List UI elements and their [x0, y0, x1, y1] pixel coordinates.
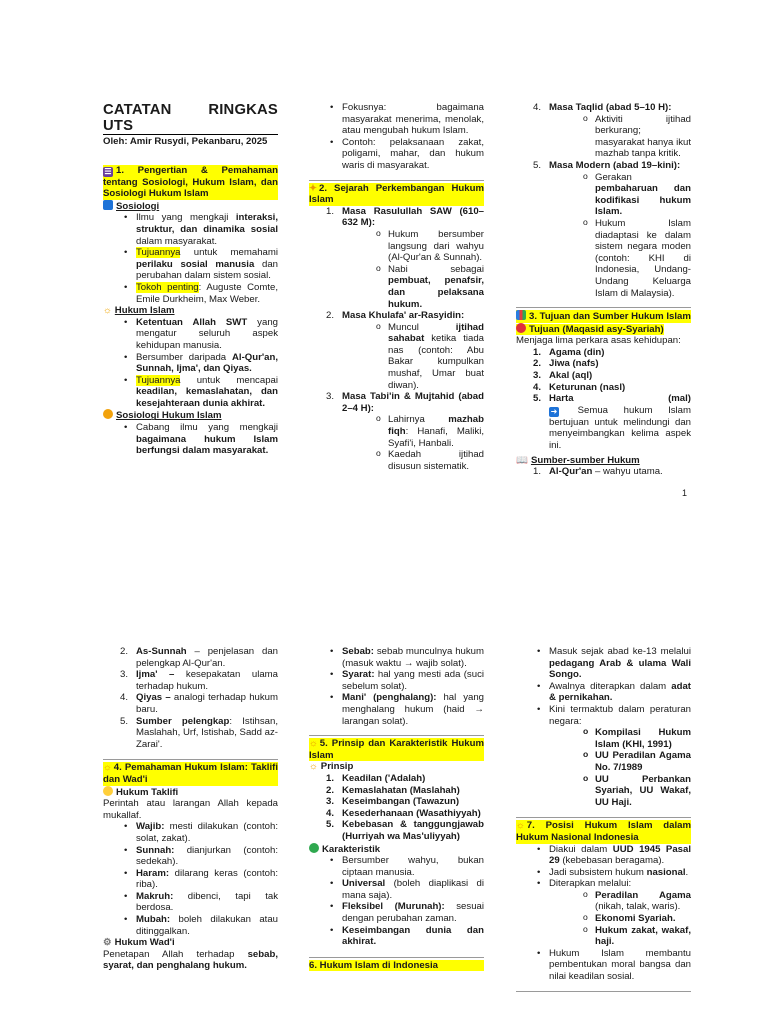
shi-list	[103, 422, 278, 457]
list-item: Masa Modern (abad 19–kini): o Gerakan pembaharuan dan kodifikasi hukum Islam. o Hukum Islam diadaptasi ke dalam sistem negara moden (contoh: KHI di Indonesia, Undang-Undang Keluarga Islam di Malaysia).	[516, 160, 691, 299]
sub-list-item: o Gerakan pembaharuan dan kodifikasi hukum Islam.	[549, 172, 691, 218]
list-item: Jiwa (nafs)	[549, 358, 599, 370]
tujuan-list	[516, 347, 691, 452]
list-item: Kemaslahatan (Maslahah)	[342, 784, 460, 796]
sub-list-item: o UU Peradilan Agama No. 7/1989	[549, 750, 691, 773]
sumber-list-continued	[103, 646, 278, 750]
list-item: Harta (mal) ➜ Semua hukum Islam bertujuan untuk melindungi dan menyeimbangkan kelima aspek ini.	[549, 393, 691, 452]
list-item: • Contoh: pelaksanaan zakat, poligami, mahar, dan hukum waris di masyarakat.	[309, 137, 484, 172]
gear-icon: ⚙	[103, 937, 112, 949]
sumber-list	[516, 466, 691, 478]
page-number: 1	[682, 488, 688, 498]
list-item: • Hukum Islam membantu pembentukan moral bangsa dan nilai keadilan sosial.	[516, 948, 691, 983]
focus-list	[309, 102, 484, 172]
sub-list-item: o Kompilasi Hukum Islam (KHI, 1991)	[549, 727, 691, 750]
indonesia-list	[516, 646, 691, 808]
section-divider	[309, 735, 484, 736]
page1-column-3	[516, 102, 691, 478]
sosiologi-heading: Sosiologi	[103, 200, 278, 213]
target-icon	[516, 323, 526, 333]
history-list-continued	[516, 102, 691, 299]
section-divider	[103, 759, 278, 760]
taklifi-intro: Perintah atau larangan Allah kepada mukallaf.	[103, 798, 278, 821]
list-item: Sumber pelengkap: Istihsan, Maslahah, Urf, Istishab, Sadd az-Zarai'.	[136, 715, 278, 750]
list-item: Al-Qur'an – wahyu utama.	[549, 466, 663, 478]
sparkle-icon: ☼	[516, 820, 525, 832]
page2-column-1	[103, 646, 278, 972]
books-icon	[516, 310, 526, 320]
globe-icon	[309, 843, 319, 853]
section-divider	[516, 991, 691, 992]
page1-column-2	[309, 102, 484, 472]
section-divider	[516, 817, 691, 818]
section-divider	[309, 180, 484, 181]
section-4-heading: ☼ 4. Pemahaman Hukum Islam: Taklifi dan Wad'i	[103, 762, 278, 785]
list-item: Keseimbangan (Tawazun)	[342, 796, 460, 808]
list-item: • Haram: dilarang keras (contoh: riba).	[103, 868, 278, 891]
list-item: • Fleksibel (Murunah): sesuai dengan perubahan zaman.	[309, 901, 484, 924]
list-item: • Fokusnya: bagaimana masyarakat menerima, menolak, atau mengubah hukum Islam.	[309, 102, 484, 137]
wadi-list	[309, 646, 484, 727]
checklist-icon: ☰	[104, 166, 112, 176]
section-divider	[516, 307, 691, 308]
list-item: • Mani' (penghalang): hal yang menghalang hukum (haid → larangan solat).	[309, 692, 484, 727]
list-item: • Bersumber wahyu, bukan ciptaan manusia.	[309, 855, 484, 878]
blue-book-icon	[103, 200, 113, 210]
list-item: • Mubah: boleh dilakukan atau ditinggalkan.	[103, 914, 278, 937]
list-item: • Syarat: hal yang mesti ada (suci sebelum solat).	[309, 669, 484, 692]
list-item: • Jadi subsistem hukum nasional.	[516, 867, 691, 879]
list-item: Ijma' – kesepakatan ulama terhadap hukum.	[136, 669, 279, 692]
list-item: Qiyas – analogi terhadap hukum baru.	[136, 692, 278, 715]
sub-list-item: o Hukum zakat, wakaf, haji.	[549, 925, 691, 948]
history-list	[309, 206, 484, 473]
list-item: • Makruh: dibenci, tapi tak berdosa.	[103, 891, 278, 914]
sub-list-item: o Lahirnya mazhab fiqh: Hanafi, Maliki, Syafi'i, Hanbali.	[342, 414, 484, 449]
page2-column-2	[309, 646, 484, 971]
list-item: Masa Taqlid (abad 5–10 H): o Aktiviti ijtihad berkurang; masyarakat hanya ikut mazhab tanpa kritik.	[516, 102, 691, 160]
sub-list-item: o Peradilan Agama (nikah, talak, waris).	[549, 890, 691, 913]
list-item: • Masuk sejak abad ke-13 melalui pedagang Arab & ulama Wali Songo.	[516, 646, 691, 681]
document-title: CATATAN RINGKAS UTS	[103, 102, 278, 134]
sub-list-item: o Kaedah ijtihad disusun sistematik.	[342, 449, 484, 472]
arrow-right-icon: ➜	[550, 406, 558, 416]
hukum-islam-list	[103, 317, 278, 410]
karakteristik-list	[309, 855, 484, 948]
prinsip-list	[309, 773, 484, 843]
section-2-heading: ✦ 2. Sejarah Perkembangan Hukum Islam	[309, 182, 484, 206]
taklifi-list	[103, 821, 278, 937]
author-line: Oleh: Amir Rusydi, Pekanbaru, 2025	[103, 136, 268, 147]
sub-list-item: o Aktiviti ijtihad berkurang; masyarakat hanya ikut mazhab tanpa kritik.	[549, 114, 691, 160]
list-item: • Cabang ilmu yang mengkaji bagaimana hukum Islam berfungsi dalam masyarakat.	[103, 422, 278, 457]
list-item: • Tujuannya untuk mencapai keadilan, kemaslahatan, dan kesejahteraan dunia akhirat.	[103, 375, 278, 410]
section-5-heading: ☼ 5. Prinsip dan Karakteristik Hukum Islam	[309, 738, 484, 761]
wadi-text: Penetapan Allah terhadap sebab, syarat, dan penghalang hukum.	[103, 948, 278, 972]
list-item: • Tujuannya untuk memahami perilaku sosial manusia dan perubahan dalam sistem sosial.	[103, 247, 278, 282]
sub-list-item: o Muncul ijtihad sahabat ketika tiada nas (contoh: Abu Bakar kumpulkan mushaf, Umar buat diwan).	[342, 322, 484, 392]
list-item: Akal (aql)	[549, 370, 593, 382]
handshake-icon	[103, 409, 113, 419]
hukum-islam-heading: ☼ Hukum Islam	[103, 305, 175, 317]
list-item: • Wajib: mesti dilakukan (contoh: solat, zakat).	[103, 821, 278, 844]
list-item: • Bersumber daripada Al-Qur'an, Sunnah, Ijma', dan Qiyas.	[103, 352, 278, 375]
sub-list-item: o UU Perbankan Syariah, UU Wakaf, UU Haji.	[549, 774, 691, 809]
list-item: Kebebasan & tanggungjawab (Hurriyah wa Mas'uliyyah)	[342, 819, 484, 842]
list-item: • Universal (boleh diaplikasi di mana saja).	[309, 878, 484, 901]
list-item: • Awalnya diterapkan dalam adat & pernikahan.	[516, 681, 691, 704]
section-7-heading: ☼ 7. Posisi Hukum Islam dalam Hukum Nasional Indonesia	[516, 820, 691, 843]
list-item: • Ilmu yang mengkaji interaksi, struktur, dan dinamika sosial dalam masyarakat.	[103, 212, 278, 247]
prinsip-heading: ☼ Prinsip	[309, 761, 354, 773]
list-item: Keturunan (nasl)	[549, 381, 626, 393]
list-item: • Sunnah: dianjurkan (contoh: sedekah).	[103, 845, 278, 868]
tujuan-heading: Tujuan (Maqasid asy-Syariah)	[516, 323, 691, 336]
list-item: • Ketentuan Allah SWT yang mengatur seluruh aspek kehidupan manusia.	[103, 317, 278, 352]
list-item: • Diterapkan melalui: o Peradilan Agama (nikah, talak, waris). o Ekonomi Syariah. o Hukum zakat, wakaf, haji.	[516, 878, 691, 948]
karakteristik-heading: Karakteristik	[309, 843, 484, 856]
sparkle-icon: ✦	[309, 182, 318, 194]
list-item: • Keseimbangan dunia dan akhirat.	[309, 925, 484, 948]
list-item: As-Sunnah – penjelasan dan pelengkap Al-Qur'an.	[136, 646, 278, 669]
sun-icon: ☼	[103, 305, 112, 317]
sub-list-item: o Hukum Islam diadaptasi ke dalam sistem negara moden (contoh: KHI di Indonesia, Undang-Undang Keluarga Islam di Malaysia).	[549, 218, 691, 299]
sumber-heading: 📖 Sumber-sumber Hukum	[516, 454, 640, 466]
list-item: Masa Khulafa' ar-Rasyidin: o Muncul ijtihad sahabat ketika tiada nas (contoh: Abu Bakar kumpulkan mushaf, Umar buat diwan).	[309, 310, 484, 391]
list-item: Masa Tabi'in & Mujtahid (abad 2–4 H): o Lahirnya mazhab fiqh: Hanafi, Maliki, Syafi'i, Hanbali. o Kaedah ijtihad disusun sistematik.	[309, 391, 484, 472]
sub-list-item: o Ekonomi Syariah.	[549, 913, 691, 925]
list-item: • Sebab: sebab munculnya hukum (masuk waktu → wajib solat).	[309, 646, 484, 669]
list-item: • Kini termaktub dalam peraturan negara: o Kompilasi Hukum Islam (KHI, 1991) o UU Peradilan Agama No. 7/1989 o UU Perbankan Syariah, UU Wakaf, UU Haji.	[516, 704, 691, 808]
section-divider	[309, 957, 484, 958]
list-item: • Tokoh penting: Auguste Comte, Emile Durkheim, Max Weber.	[103, 282, 278, 305]
page2-column-3	[516, 646, 691, 992]
posisi-list	[516, 844, 691, 983]
section-6-heading: 6. Hukum Islam di Indonesia	[309, 960, 484, 972]
open-book-icon: 📖	[516, 454, 528, 466]
section-3-heading: 3. Tujuan dan Sumber Hukum Islam	[516, 310, 691, 323]
list-item: • Diakui dalam UUD 1945 Pasal 29 (kebebasan beragama).	[516, 844, 691, 867]
sparkle-icon: ☼	[309, 738, 318, 750]
target-small-icon	[103, 786, 113, 796]
list-item: Masa Rasulullah SAW (610–632 M): o Hukum bersumber langsung dari wahyu (Al-Qur'an & Sunnah). o Nabi sebagai pembuat, penafsir, dan pelaksana hukum.	[309, 206, 484, 310]
page-2	[0, 512, 768, 1024]
page1-column-1	[103, 102, 278, 457]
taklifi-heading: Hukum Taklifi	[103, 786, 278, 799]
sosiologi-hukum-islam-heading: Sosiologi Hukum Islam	[103, 409, 278, 422]
wadi-heading: ⚙ Hukum Wad'i	[103, 937, 175, 949]
sun-icon: ☼	[309, 761, 318, 773]
section-1-heading: ☰ 1. Pengertian & Pemahaman tentang Sosiologi, Hukum Islam, dan Sosiologi Hukum Islam	[103, 164, 278, 200]
list-item: Kesederhanaan (Wasathiyyah)	[342, 807, 481, 819]
sub-list-item: o Nabi sebagai pembuat, penafsir, dan pelaksana hukum.	[342, 264, 484, 310]
sparkle-icon: ☼	[103, 762, 112, 774]
tujuan-intro: Menjaga lima perkara asas kehidupan:	[516, 335, 681, 347]
sub-list-item: o Hukum bersumber langsung dari wahyu (Al-Qur'an & Sunnah).	[342, 229, 484, 264]
list-item: Agama (din)	[549, 346, 605, 358]
sosiologi-list	[103, 212, 278, 305]
list-item: Keadilan ('Adalah)	[342, 772, 426, 784]
